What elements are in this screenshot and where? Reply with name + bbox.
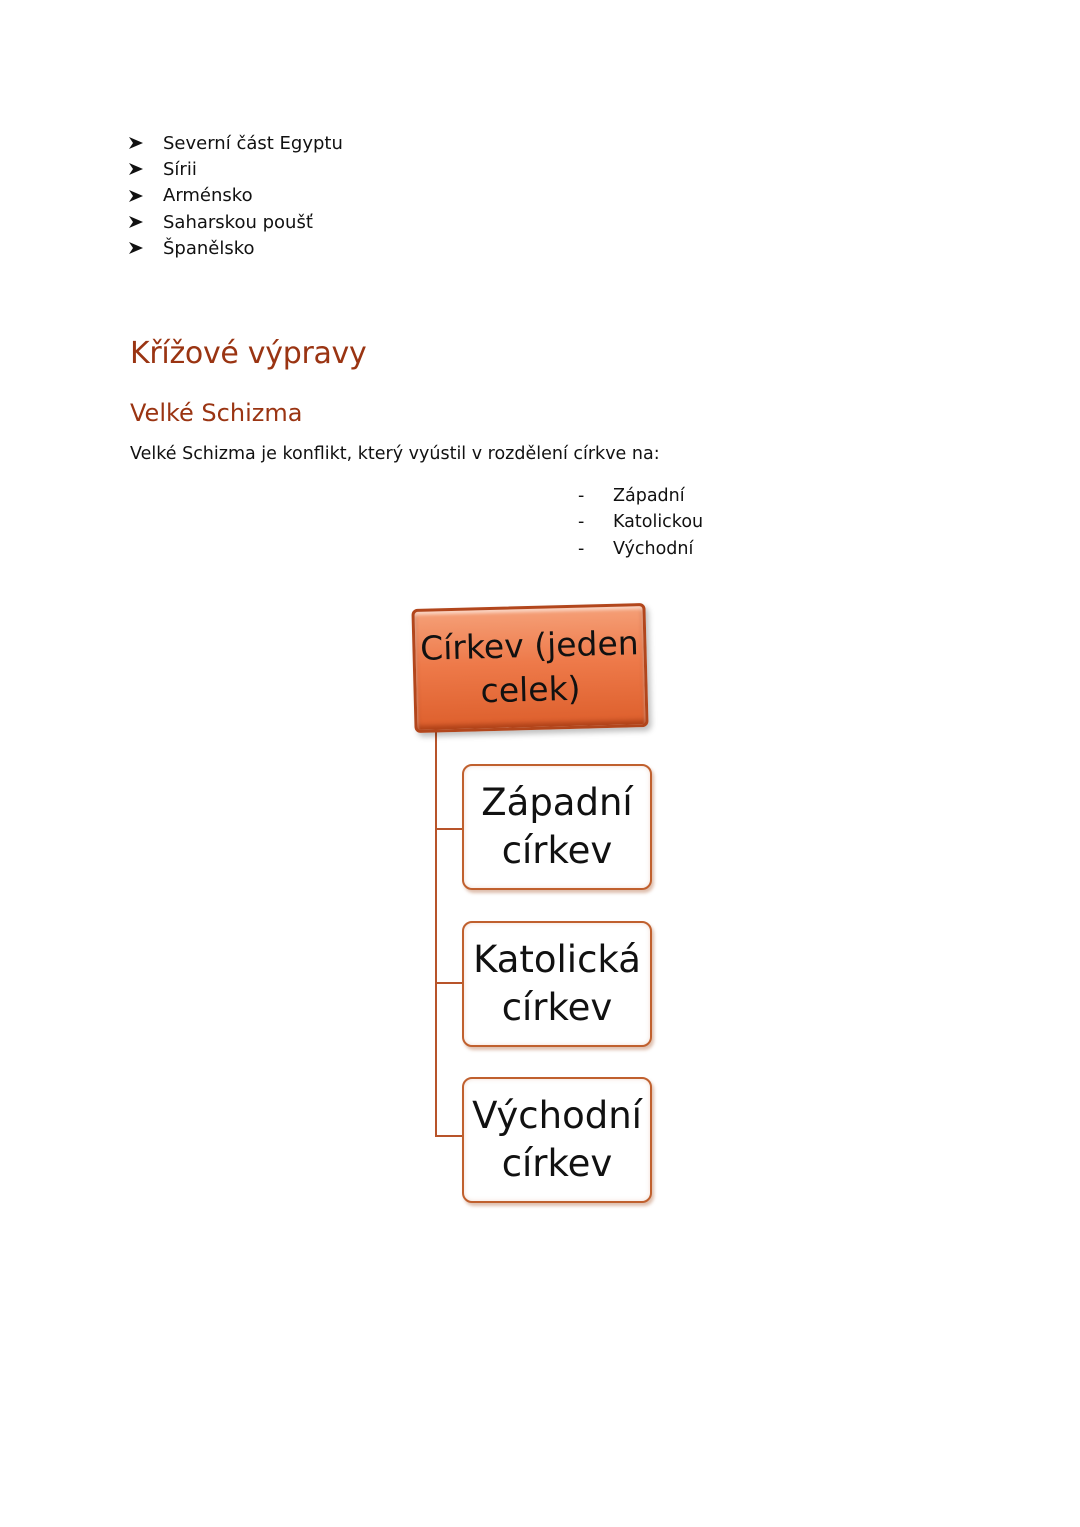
org-chart-root-node: [411, 603, 648, 733]
list-item-text: Saharskou poušť: [163, 211, 313, 233]
org-chart-branch-line: [435, 982, 463, 984]
dash-bullet: -: [578, 538, 585, 559]
org-chart-child-label: Katolická církev: [473, 938, 641, 1029]
list-item-text: Katolickou: [613, 512, 704, 533]
list-item: [128, 156, 343, 182]
list-item: [128, 130, 343, 156]
list-item: [578, 483, 703, 509]
org-chart-branch-line: [435, 828, 463, 830]
church-dash-list: [578, 483, 703, 562]
org-chart-root-label: Církev (jeden celek): [419, 623, 640, 711]
list-item-text: Západní: [613, 486, 685, 507]
org-chart-child-label: Západní církev: [481, 781, 633, 872]
list-item-text: Východní: [613, 538, 694, 559]
regions-bullet-list: [128, 130, 343, 261]
dash-bullet: -: [578, 486, 585, 507]
org-chart-branch-line: [435, 1135, 463, 1137]
arrowhead-bullet-icon: [128, 215, 144, 229]
list-item: [578, 536, 703, 562]
list-item: [128, 235, 343, 261]
arrowhead-bullet-icon: [128, 241, 144, 255]
org-chart-child-node: [462, 1077, 652, 1203]
list-item-text: Španělsko: [163, 237, 255, 259]
section-heading: Křížové výpravy: [130, 336, 367, 371]
list-item: [578, 509, 703, 535]
list-item-text: Severní část Egyptu: [163, 132, 343, 154]
list-item: [128, 209, 343, 235]
org-chart-child-node: [462, 921, 652, 1047]
org-chart-child-label: Východní církev: [472, 1094, 642, 1185]
arrowhead-bullet-icon: [128, 162, 144, 176]
subsection-heading: Velké Schizma: [130, 399, 303, 427]
arrowhead-bullet-icon: [128, 136, 144, 150]
list-item-text: Arménsko: [163, 185, 253, 207]
list-item-text: Sírii: [163, 158, 197, 180]
dash-bullet: -: [578, 512, 585, 533]
list-item: [128, 183, 343, 209]
arrowhead-bullet-icon: [128, 189, 144, 203]
org-chart-trunk-line: [435, 732, 437, 1137]
org-chart-child-node: [462, 764, 652, 890]
intro-paragraph: Velké Schizma je konflikt, který vyústil v rozdělení církve na:: [130, 444, 660, 464]
